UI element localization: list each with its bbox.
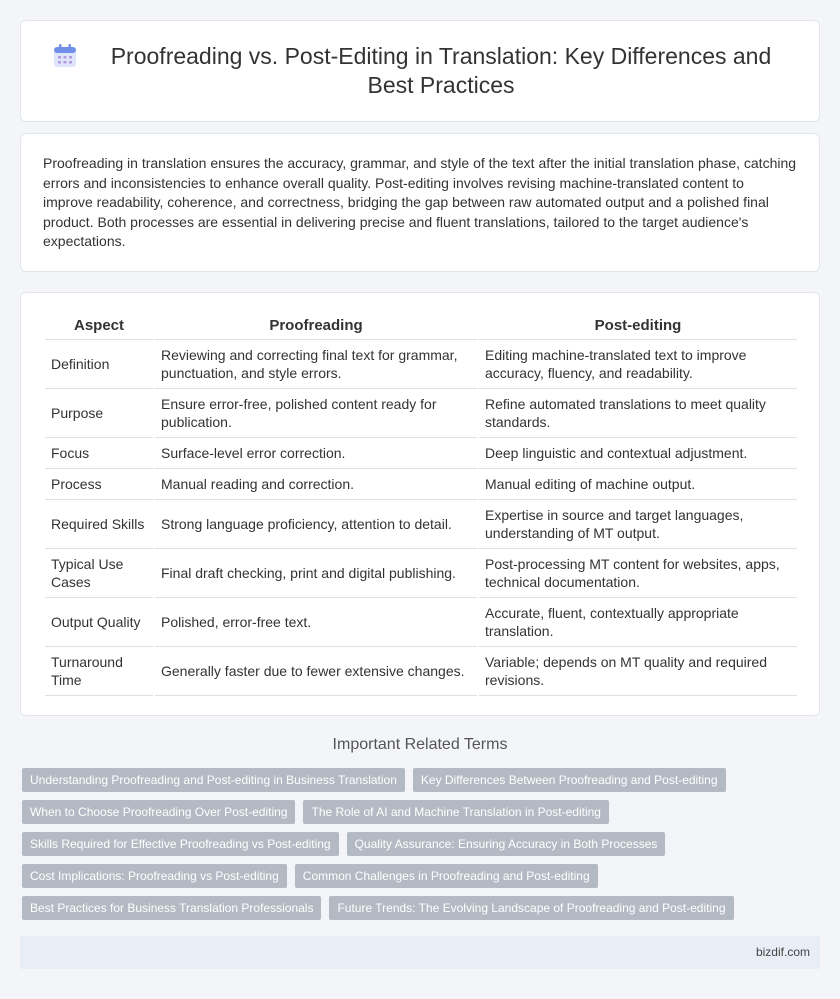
tag-row — [22, 832, 822, 856]
table-row — [45, 469, 797, 500]
cell-post-editing: Refine automated translations to meet quality standards. — [479, 389, 797, 438]
cell-aspect: Output Quality — [45, 598, 153, 647]
cell-aspect: Purpose — [45, 389, 153, 438]
cell-post-editing: Accurate, fluent, contextually appropriate translation. — [479, 598, 797, 647]
footer — [20, 936, 820, 969]
intro-card — [20, 133, 820, 272]
table-row — [45, 647, 797, 696]
cell-aspect: Typical Use Cases — [45, 549, 153, 598]
table-row — [45, 340, 797, 389]
table-row — [45, 389, 797, 438]
cell-post-editing: Deep linguistic and contextual adjustment. — [479, 438, 797, 469]
table-header-row — [45, 313, 797, 340]
cell-post-editing: Post-processing MT content for websites, apps, technical documentation. — [479, 549, 797, 598]
cell-post-editing: Expertise in source and target languages, understanding of MT output. — [479, 500, 797, 549]
cell-proofreading: Strong language proficiency, attention to detail. — [155, 500, 477, 549]
cell-aspect: Turnaround Time — [45, 647, 153, 696]
cell-post-editing: Variable; depends on MT quality and required revisions. — [479, 647, 797, 696]
page-title: Proofreading vs. Post-Editing in Translation: Key Differences and Best Practices — [110, 43, 772, 98]
tag-row — [22, 864, 822, 888]
footer-site-link[interactable]: bizdif.com — [755, 945, 810, 959]
comparison-table — [43, 313, 799, 696]
related-term-tag[interactable]: The Role of AI and Machine Translation in Post-editing — [303, 800, 609, 824]
header-post-editing: Post-editing — [479, 313, 797, 340]
cell-proofreading: Reviewing and correcting final text for grammar, punctuation, and style errors. — [155, 340, 477, 389]
related-terms-list — [22, 768, 822, 928]
cell-post-editing: Manual editing of machine output. — [479, 469, 797, 500]
cell-aspect: Focus — [45, 438, 153, 469]
table-row — [45, 549, 797, 598]
related-term-tag[interactable]: When to Choose Proofreading Over Post-editing — [22, 800, 295, 824]
cell-proofreading: Manual reading and correction. — [155, 469, 477, 500]
cell-aspect: Required Skills — [45, 500, 153, 549]
related-term-tag[interactable]: Understanding Proofreading and Post-editing in Business Translation — [22, 768, 405, 792]
related-term-tag[interactable]: Skills Required for Effective Proofreading vs Post-editing — [22, 832, 339, 856]
cell-aspect: Definition — [45, 340, 153, 389]
title-card — [20, 20, 820, 122]
calendar-icon — [51, 42, 79, 70]
intro-paragraph: Proofreading in translation ensures the accuracy, grammar, and style of the text after the initial translation phase, catching errors and inconsistencies to enhance overall quality. Post-editing involves revising machine-translated content to improve readability, coherence, and correctness, bridging the gap between raw automated output and a polished final product. Both processes are essential in delivering precise and fluent translations, tailored to the target audience's expectations. — [43, 155, 797, 249]
tag-row — [22, 896, 822, 920]
related-term-tag[interactable]: Key Differences Between Proofreading and Post-editing — [413, 768, 726, 792]
related-term-tag[interactable]: Cost Implications: Proofreading vs Post-editing — [22, 864, 287, 888]
cell-aspect: Process — [45, 469, 153, 500]
comparison-card — [20, 292, 820, 716]
cell-post-editing: Editing machine-translated text to improve accuracy, fluency, and readability. — [479, 340, 797, 389]
cell-proofreading: Ensure error-free, polished content ready for publication. — [155, 389, 477, 438]
related-term-tag[interactable]: Future Trends: The Evolving Landscape of Proofreading and Post-editing — [329, 896, 733, 920]
cell-proofreading: Surface-level error correction. — [155, 438, 477, 469]
related-term-tag[interactable]: Common Challenges in Proofreading and Post-editing — [295, 864, 598, 888]
header-proofreading: Proofreading — [155, 313, 477, 340]
cell-proofreading: Generally faster due to fewer extensive changes. — [155, 647, 477, 696]
table-row — [45, 438, 797, 469]
cell-proofreading: Final draft checking, print and digital publishing. — [155, 549, 477, 598]
related-terms-heading: Important Related Terms — [332, 736, 508, 753]
related-term-tag[interactable]: Best Practices for Business Translation Professionals — [22, 896, 321, 920]
tag-row — [22, 800, 822, 824]
cell-proofreading: Polished, error-free text. — [155, 598, 477, 647]
tag-row — [22, 768, 822, 792]
related-term-tag[interactable]: Quality Assurance: Ensuring Accuracy in Both Processes — [347, 832, 666, 856]
header-aspect: Aspect — [45, 313, 153, 340]
table-row — [45, 598, 797, 647]
table-row — [45, 500, 797, 549]
